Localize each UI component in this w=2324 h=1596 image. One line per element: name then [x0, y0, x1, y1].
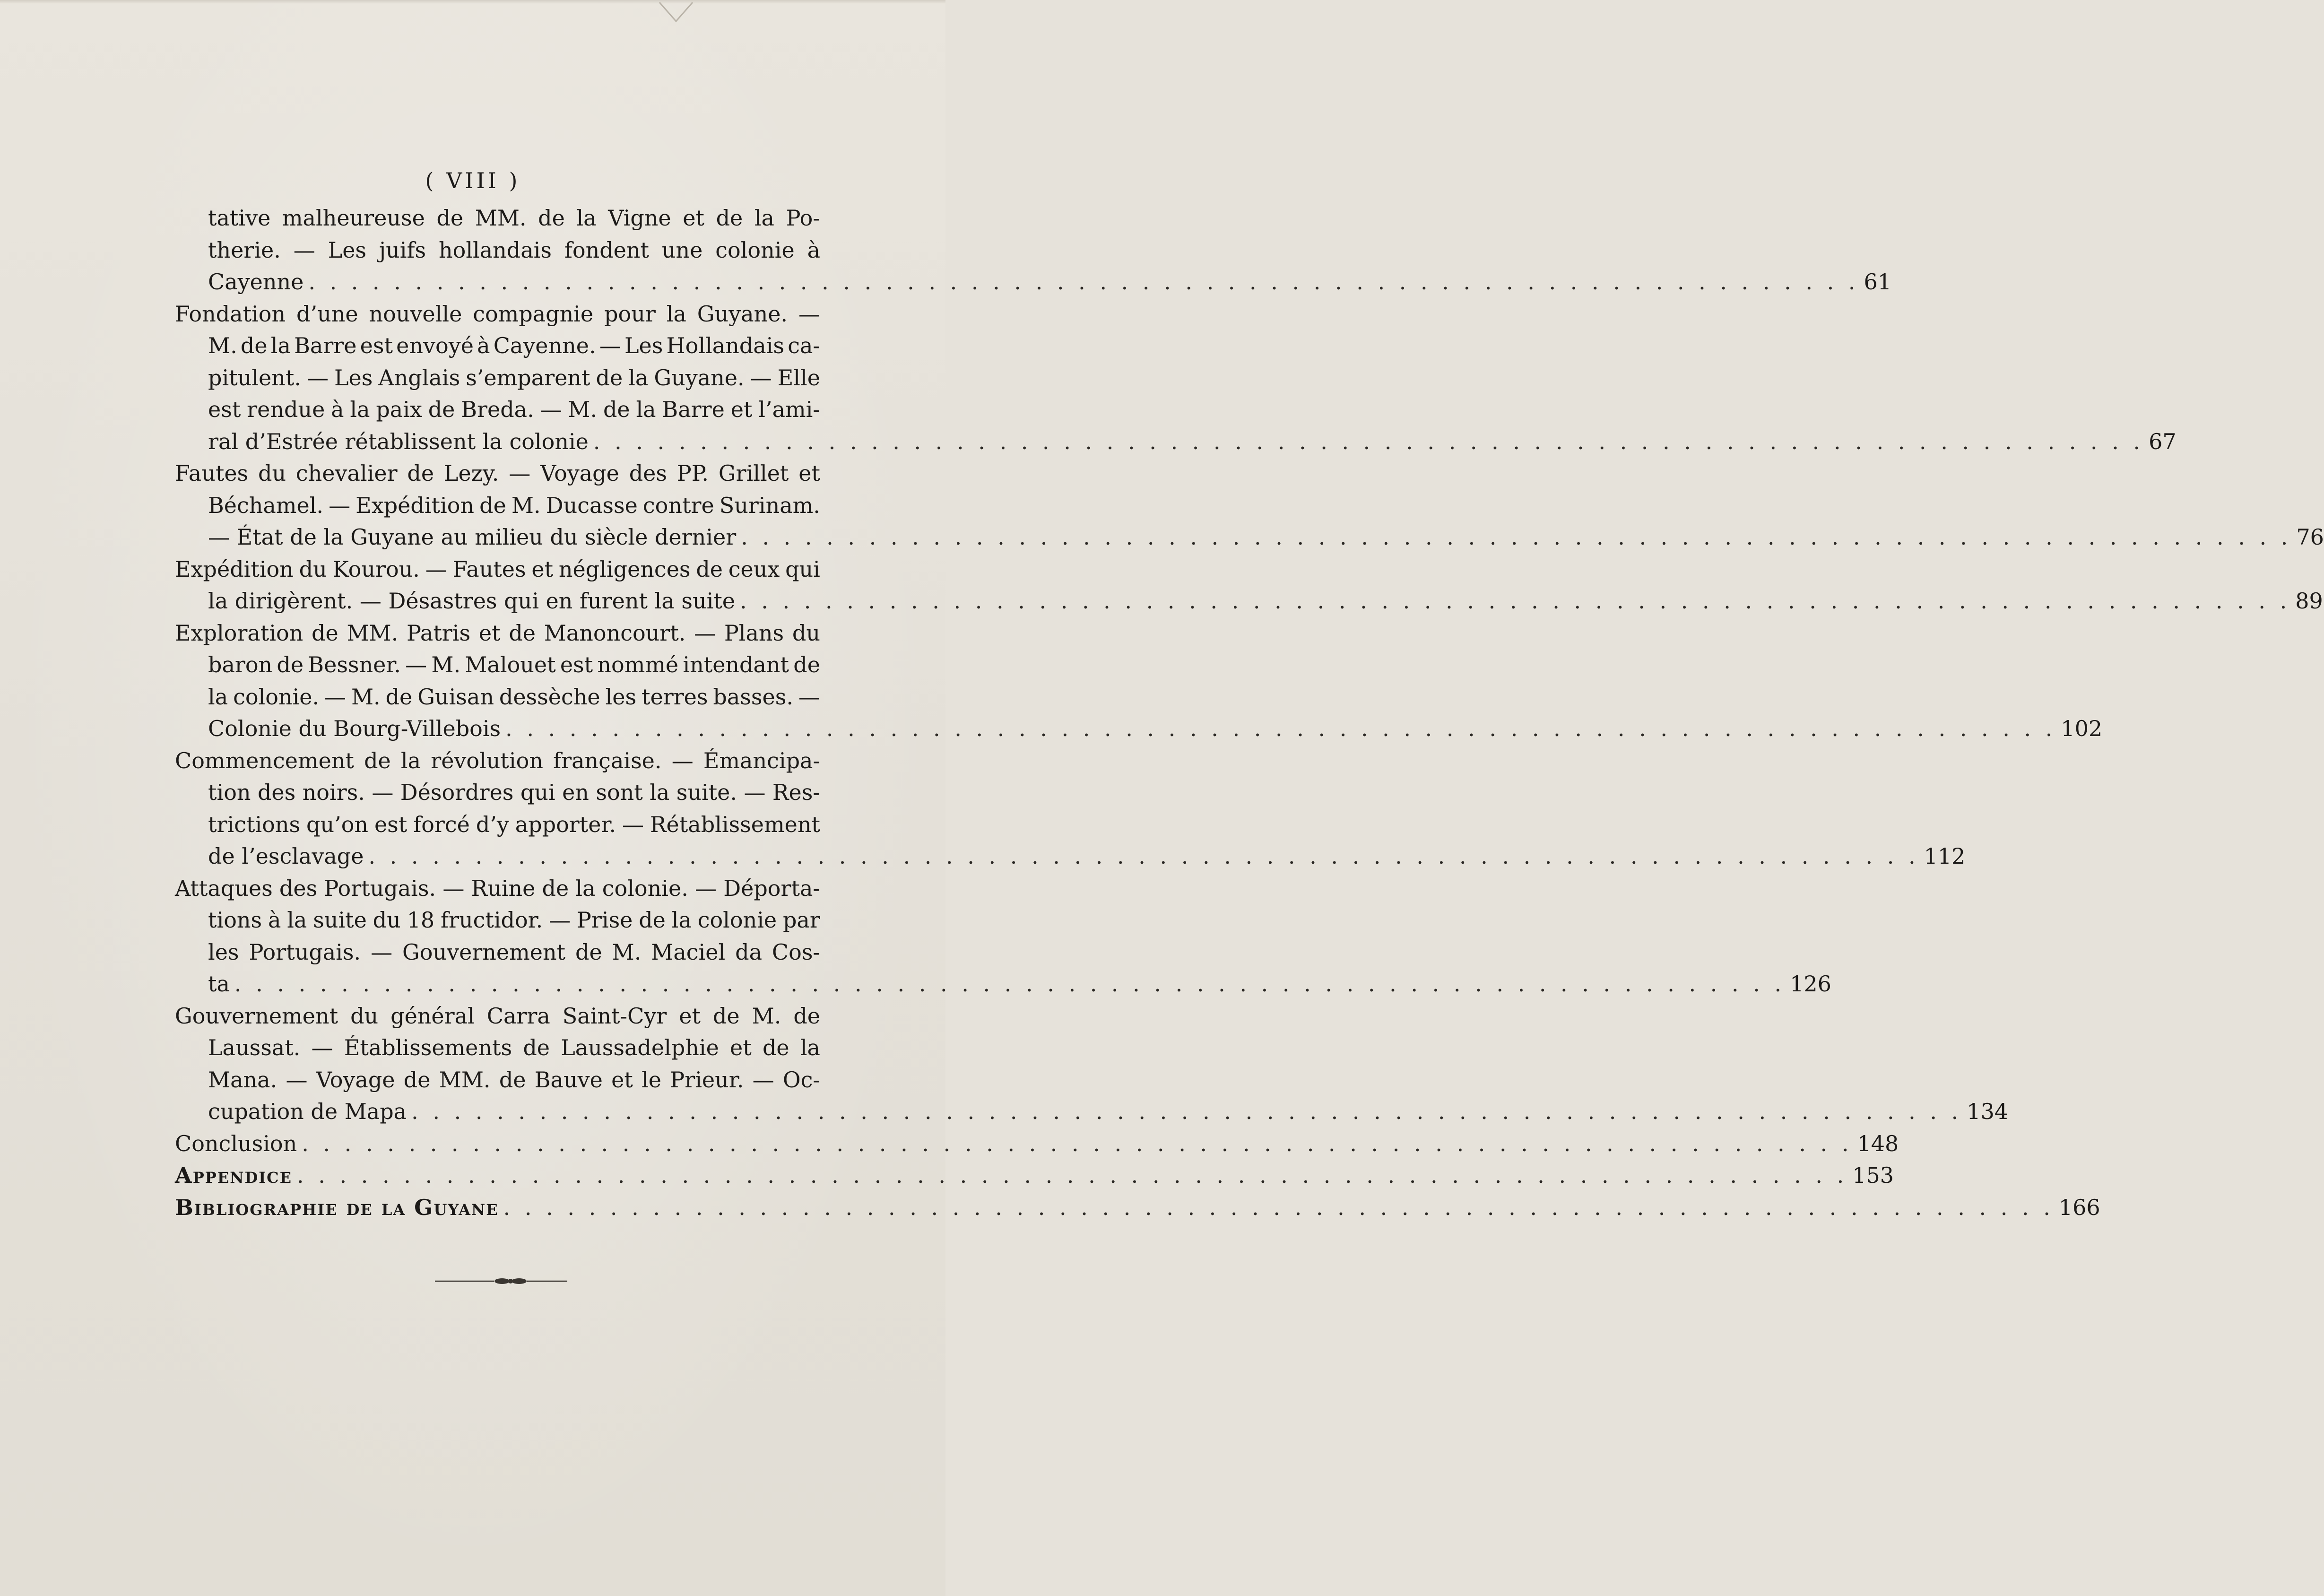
toc-word: par — [782, 907, 820, 933]
toc-entry — [175, 1128, 1899, 1160]
toc-word: du — [792, 620, 820, 646]
toc-entry-line — [175, 617, 820, 650]
toc-word: Lezy. — [443, 460, 499, 486]
toc-word: Vigne — [608, 205, 671, 231]
toc-entry-title: Bibliographie de la Guyane — [175, 1194, 499, 1220]
toc-entry-line — [175, 330, 820, 362]
toc-word: qu’on — [306, 811, 369, 837]
toc-entry-last-line — [175, 1160, 1894, 1192]
toc-word: nouvelle — [369, 301, 462, 327]
toc-word: colonie — [697, 907, 777, 933]
toc-word: — — [694, 620, 716, 646]
toc-word: à — [807, 237, 820, 263]
toc-word: M. — [431, 652, 461, 677]
toc-word: Gouvernement — [402, 939, 566, 965]
toc-word: sont — [596, 780, 643, 805]
toc-entry-title: Appendice — [175, 1162, 293, 1188]
toc-word: la — [628, 364, 649, 390]
toc-entry-line — [175, 490, 820, 522]
toc-word: d’une — [296, 301, 358, 327]
toc-word: révolution — [431, 747, 543, 773]
toc-word: — — [371, 939, 393, 965]
toc-word: noirs. — [302, 780, 365, 805]
toc-entry — [175, 298, 2177, 458]
toc-word: tative — [208, 205, 271, 231]
toc-entry-line — [175, 681, 820, 713]
toc-word: — — [425, 556, 447, 582]
toc-entry-line — [175, 234, 820, 267]
toc-word: Malouet — [465, 652, 556, 677]
toc-word: Guyane. — [654, 364, 745, 390]
toc-page-number: 102 — [2061, 716, 2103, 741]
toc-word: de — [542, 875, 569, 901]
toc-word: Rétablissement — [650, 811, 820, 837]
toc-word: de — [364, 747, 391, 773]
toc-word: et — [798, 460, 820, 486]
toc-word: et — [730, 397, 753, 422]
toc-word: Voyage — [540, 460, 619, 486]
toc-word: s’emparent — [466, 364, 590, 390]
toc-word: et — [683, 205, 704, 231]
toc-word: est — [360, 333, 393, 358]
toc-word: d’y — [476, 811, 509, 837]
corner-fold-mark — [657, 0, 695, 28]
toc-word: M. — [752, 1003, 781, 1029]
toc-word: Les — [334, 364, 373, 390]
toc-word: suite. — [676, 780, 737, 805]
toc-entry — [175, 745, 1966, 873]
toc-word: de — [403, 1067, 431, 1093]
toc-entry-line — [175, 1032, 820, 1064]
toc-word: Fautes — [452, 556, 526, 582]
dot-leader — [308, 269, 1859, 295]
toc-page-number: 134 — [1967, 1099, 2009, 1124]
toc-word: pitulent. — [208, 364, 301, 390]
toc-word: une — [661, 237, 703, 263]
toc-entry-line — [175, 394, 820, 426]
toc-word: Portugais. — [249, 939, 361, 965]
toc-word: Res- — [772, 780, 820, 805]
toc-word: malheureuse — [282, 205, 425, 231]
toc-word: Plans — [724, 620, 784, 646]
toc-word: fondent — [564, 237, 650, 263]
toc-word: Expédition — [356, 492, 475, 518]
toc-word: à — [477, 333, 490, 358]
toc-entry — [175, 458, 2324, 554]
toc-word: — — [798, 301, 820, 327]
toc-entry-title: ral d’Estrée rétablissent la colonie — [208, 428, 589, 454]
toc-entry-last-line — [175, 841, 1966, 873]
toc-word: et — [611, 1067, 633, 1093]
toc-word: de — [712, 1003, 740, 1029]
toc-word: Les — [624, 333, 663, 358]
toc-word: trictions — [208, 811, 301, 837]
toc-word: M. — [511, 492, 541, 518]
toc-word: qui — [520, 780, 555, 805]
toc-word: du — [350, 1003, 379, 1029]
toc-word: 18 — [407, 907, 435, 933]
toc-entry-line — [175, 458, 820, 490]
toc-entry-line — [175, 1000, 820, 1032]
toc-word: de — [538, 205, 565, 231]
toc-page-number: 112 — [1924, 843, 1966, 869]
toc-entry-title: Conclusion — [175, 1130, 297, 1156]
toc-entry-line — [175, 202, 820, 234]
toc-entry — [175, 202, 1892, 298]
toc-word: Saint-Cyr — [562, 1003, 667, 1029]
toc-word: Grillet — [718, 460, 789, 486]
dot-leader — [503, 1195, 2054, 1220]
toc-entry-line — [175, 809, 820, 841]
toc-entry-line — [175, 937, 820, 969]
table-of-contents — [175, 202, 2324, 1223]
toc-word: — — [442, 875, 465, 901]
toc-word: la — [800, 1035, 820, 1060]
toc-page-number: 166 — [2058, 1194, 2100, 1220]
toc-word: la — [350, 397, 370, 422]
toc-word: Guisan — [417, 684, 494, 710]
toc-word: la — [575, 875, 596, 901]
toc-word: chevalier — [295, 460, 398, 486]
toc-word: les — [208, 939, 239, 965]
toc-word: hollandais — [439, 237, 552, 263]
toc-word: paix — [376, 397, 422, 422]
toc-entry-line — [175, 362, 820, 394]
toc-word: Attaques — [175, 875, 273, 901]
toc-word: — — [286, 1067, 308, 1093]
toc-word: de — [436, 205, 464, 231]
toc-word: la — [208, 684, 228, 710]
toc-word: de — [639, 907, 666, 933]
toc-word: Kourou. — [332, 556, 420, 582]
toc-word: Gouvernement — [175, 1003, 338, 1029]
toc-word: de — [479, 492, 506, 518]
toc-word: Surinam. — [719, 492, 820, 518]
toc-word: PP. — [676, 460, 709, 486]
toc-word: la — [636, 397, 656, 422]
toc-entry-title: — État de la Guyane au milieu du siècle dernier — [208, 524, 737, 550]
toc-entry-title: la dirigèrent. — Désastres qui en furent la suite — [208, 588, 736, 614]
toc-word: Prise — [576, 907, 633, 933]
toc-word: la — [576, 205, 597, 231]
header-close-paren: ) — [509, 168, 520, 193]
toc-entry — [175, 617, 2103, 745]
toc-word: Carra — [486, 1003, 550, 1029]
toc-word: MM. — [439, 1067, 491, 1093]
toc-word: Bauve — [534, 1067, 603, 1093]
header-open-paren: ( — [425, 168, 437, 193]
toc-word: tions — [208, 907, 262, 933]
dot-leader — [505, 716, 2056, 741]
toc-word: — — [671, 747, 694, 773]
dot-leader — [368, 843, 1919, 869]
toc-word: Bessner. — [308, 652, 401, 677]
toc-word: du — [258, 460, 286, 486]
toc-word: M. — [351, 684, 381, 710]
toc-word: da — [735, 939, 762, 965]
toc-entry-line — [175, 649, 820, 681]
toc-word: — — [599, 333, 621, 358]
toc-word: de — [428, 397, 455, 422]
toc-word: de — [716, 205, 743, 231]
toc-entry-last-line — [175, 426, 2177, 458]
toc-word: général — [390, 1003, 475, 1029]
toc-word: en — [562, 780, 589, 805]
toc-word: Mana. — [208, 1067, 277, 1093]
toc-entry-title: ta — [208, 971, 230, 997]
toc-word: — — [540, 397, 562, 422]
toc-entry-last-line — [175, 1128, 1899, 1160]
toc-word: rendue — [247, 397, 325, 422]
toc-entry-line — [175, 873, 820, 905]
toc-word: Fautes — [175, 460, 249, 486]
toc-word: française. — [553, 747, 662, 773]
toc-page-number: 61 — [1864, 269, 1892, 295]
toc-entry-last-line — [175, 713, 2103, 745]
toc-word: et — [478, 620, 501, 646]
page-number-header — [0, 168, 945, 193]
toc-word: dessèche — [499, 684, 600, 710]
toc-word: — — [405, 652, 427, 677]
toc-entry-title: Cayenne — [208, 269, 304, 295]
toc-word: de — [523, 1035, 550, 1060]
toc-word: Hollandais — [666, 333, 785, 358]
toc-word: — — [311, 1035, 333, 1060]
toc-word: colonie — [715, 237, 795, 263]
toc-word: de — [793, 1003, 820, 1029]
toc-entry-last-line — [175, 585, 2323, 617]
toc-word: Déporta- — [723, 875, 820, 901]
toc-word: à — [331, 397, 344, 422]
dot-leader — [740, 588, 2290, 614]
toc-word: de — [385, 684, 413, 710]
toc-word: la — [270, 333, 291, 358]
toc-word: — — [798, 684, 820, 710]
toc-entry-title: de l’esclavage — [208, 843, 364, 869]
toc-word: apporter. — [515, 811, 616, 837]
toc-word: Breda. — [461, 397, 534, 422]
toc-word: des — [257, 780, 296, 805]
toc-word: Désordres — [400, 780, 514, 805]
toc-word: Exploration — [175, 620, 304, 646]
toc-word: M. — [612, 939, 642, 965]
toc-page-number: 148 — [1857, 1130, 1899, 1156]
toc-word: de — [575, 939, 602, 965]
toc-entry-line — [175, 298, 820, 330]
toc-word: des — [279, 875, 318, 901]
dot-leader — [593, 429, 2144, 454]
toc-word: baron — [208, 652, 273, 677]
toc-word: les — [605, 684, 637, 710]
toc-word: Patris — [407, 620, 471, 646]
toc-entry — [175, 1000, 2009, 1128]
toc-entry-line — [175, 1064, 820, 1096]
toc-word: de — [509, 620, 536, 646]
toc-word: de — [240, 333, 268, 358]
toc-word: Ducasse — [546, 492, 638, 518]
toc-word: la — [650, 780, 670, 805]
toc-word: l’ami- — [758, 397, 820, 422]
toc-page-number: 67 — [2149, 428, 2177, 454]
toc-entry-title: Colonie du Bourg-Villebois — [208, 716, 501, 741]
toc-word: et — [730, 1035, 752, 1060]
toc-entry-line — [175, 777, 820, 809]
toc-word: de — [603, 397, 630, 422]
toc-word: Béchamel. — [208, 492, 324, 518]
toc-word: est — [560, 652, 593, 677]
toc-page-number: 126 — [1790, 971, 1831, 997]
dot-leader — [741, 524, 2291, 550]
toc-entry — [175, 1160, 1894, 1192]
toc-word: tion — [208, 780, 251, 805]
toc-word: terres — [641, 684, 708, 710]
toc-page-number: 89 — [2295, 588, 2323, 614]
toc-word: — — [372, 780, 394, 805]
toc-word: Ruine — [471, 875, 536, 901]
toc-entry-last-line — [175, 1096, 2009, 1128]
toc-word: le — [642, 1067, 662, 1093]
toc-word: — — [744, 780, 766, 805]
toc-page-number: 76 — [2296, 524, 2324, 550]
toc-word: et — [679, 1003, 701, 1029]
toc-entry — [175, 554, 2323, 617]
toc-word: est — [208, 397, 241, 422]
toc-word: Fondation — [175, 301, 286, 327]
toc-entry-line — [175, 904, 820, 937]
toc-word: Voyage — [316, 1067, 395, 1093]
toc-word: des — [629, 460, 667, 486]
toc-word: à — [268, 907, 281, 933]
toc-word: forcé — [413, 811, 470, 837]
toc-word: MM. — [347, 620, 399, 646]
toc-word: Cos- — [772, 939, 820, 965]
page-top-edge — [0, 0, 945, 4]
toc-word: la — [754, 205, 774, 231]
toc-word: contre — [642, 492, 714, 518]
toc-word: M. — [568, 397, 598, 422]
toc-word: pour — [604, 301, 656, 327]
toc-word: — — [695, 875, 717, 901]
toc-word: Laussat. — [208, 1035, 301, 1060]
toc-word: — — [293, 237, 315, 263]
toc-word: intendant — [683, 652, 789, 677]
toc-word: la — [400, 747, 421, 773]
toc-word: — — [752, 1067, 774, 1093]
toc-word: Barre — [662, 397, 725, 422]
end-ornament — [0, 1272, 945, 1291]
toc-word: la — [671, 907, 692, 933]
toc-entry — [175, 873, 1831, 1000]
toc-word: fructidor. — [440, 907, 543, 933]
toc-word: Manoncourt. — [544, 620, 686, 646]
toc-word: de — [762, 1035, 789, 1060]
toc-word: de — [793, 652, 820, 677]
toc-word: Les — [328, 237, 367, 263]
toc-word: Expédition — [175, 556, 294, 582]
toc-word: nommé — [597, 652, 679, 677]
toc-word: ca- — [788, 333, 820, 358]
toc-word: — — [324, 684, 347, 710]
toc-word: Barre — [294, 333, 357, 358]
toc-word: basses. — [713, 684, 793, 710]
toc-word: — — [509, 460, 531, 486]
toc-word: juifs — [379, 237, 426, 263]
dot-leader — [297, 1162, 1847, 1188]
toc-word: — — [306, 364, 329, 390]
toc-word: — — [622, 811, 644, 837]
toc-word: Émancipa- — [703, 747, 820, 773]
toc-entry-last-line — [175, 968, 1831, 1000]
toc-word: Cayenne. — [493, 333, 596, 358]
toc-word: — — [549, 907, 571, 933]
toc-word: négligences — [558, 556, 691, 582]
toc-word: envoyé — [396, 333, 474, 358]
toc-word: la — [666, 301, 686, 327]
toc-word: de — [277, 652, 304, 677]
toc-page-number: 153 — [1852, 1162, 1894, 1188]
toc-word: colonie. — [602, 875, 688, 901]
toc-word: suite — [313, 907, 367, 933]
dot-leader — [411, 1099, 1962, 1124]
toc-word: Anglais — [378, 364, 460, 390]
toc-word: ceux — [728, 556, 780, 582]
toc-word: de — [596, 364, 623, 390]
toc-word: du — [299, 556, 327, 582]
toc-word: — — [329, 492, 351, 518]
toc-word: du — [373, 907, 401, 933]
toc-entry — [175, 1192, 2100, 1224]
toc-entry-title: cupation de Mapa — [208, 1099, 407, 1124]
dot-leader — [234, 971, 1785, 997]
toc-word: de — [407, 460, 434, 486]
toc-word: M. — [208, 333, 237, 358]
toc-word: Prieur. — [670, 1067, 744, 1093]
toc-entry-last-line — [175, 1192, 2100, 1224]
dot-leader — [302, 1131, 1852, 1156]
toc-entry-line — [175, 554, 820, 586]
toc-word: Établissements — [344, 1035, 512, 1060]
toc-word: la — [287, 907, 307, 933]
header-roman-numeral: VIII — [446, 168, 499, 193]
toc-word: Po- — [786, 205, 820, 231]
toc-word: et — [531, 556, 554, 582]
toc-word: Portugais. — [324, 875, 436, 901]
toc-entry-last-line — [175, 266, 1892, 298]
toc-word: therie. — [208, 237, 281, 263]
toc-word: compagnie — [473, 301, 594, 327]
toc-word: Oc- — [782, 1067, 820, 1093]
toc-word: MM. — [475, 205, 527, 231]
toc-word: qui — [785, 556, 820, 582]
toc-word: colonie. — [233, 684, 320, 710]
toc-word: est — [374, 811, 408, 837]
toc-word: Elle — [777, 364, 820, 390]
toc-word: de — [696, 556, 723, 582]
toc-word: de — [499, 1067, 526, 1093]
toc-word: Guyane. — [697, 301, 788, 327]
toc-word: Commencement — [175, 747, 354, 773]
toc-word: — — [750, 364, 772, 390]
toc-word: Maciel — [651, 939, 726, 965]
toc-word: Laussadelphie — [561, 1035, 719, 1060]
toc-entry-last-line — [175, 521, 2324, 554]
toc-word: de — [312, 620, 338, 646]
toc-entry-line — [175, 745, 820, 777]
